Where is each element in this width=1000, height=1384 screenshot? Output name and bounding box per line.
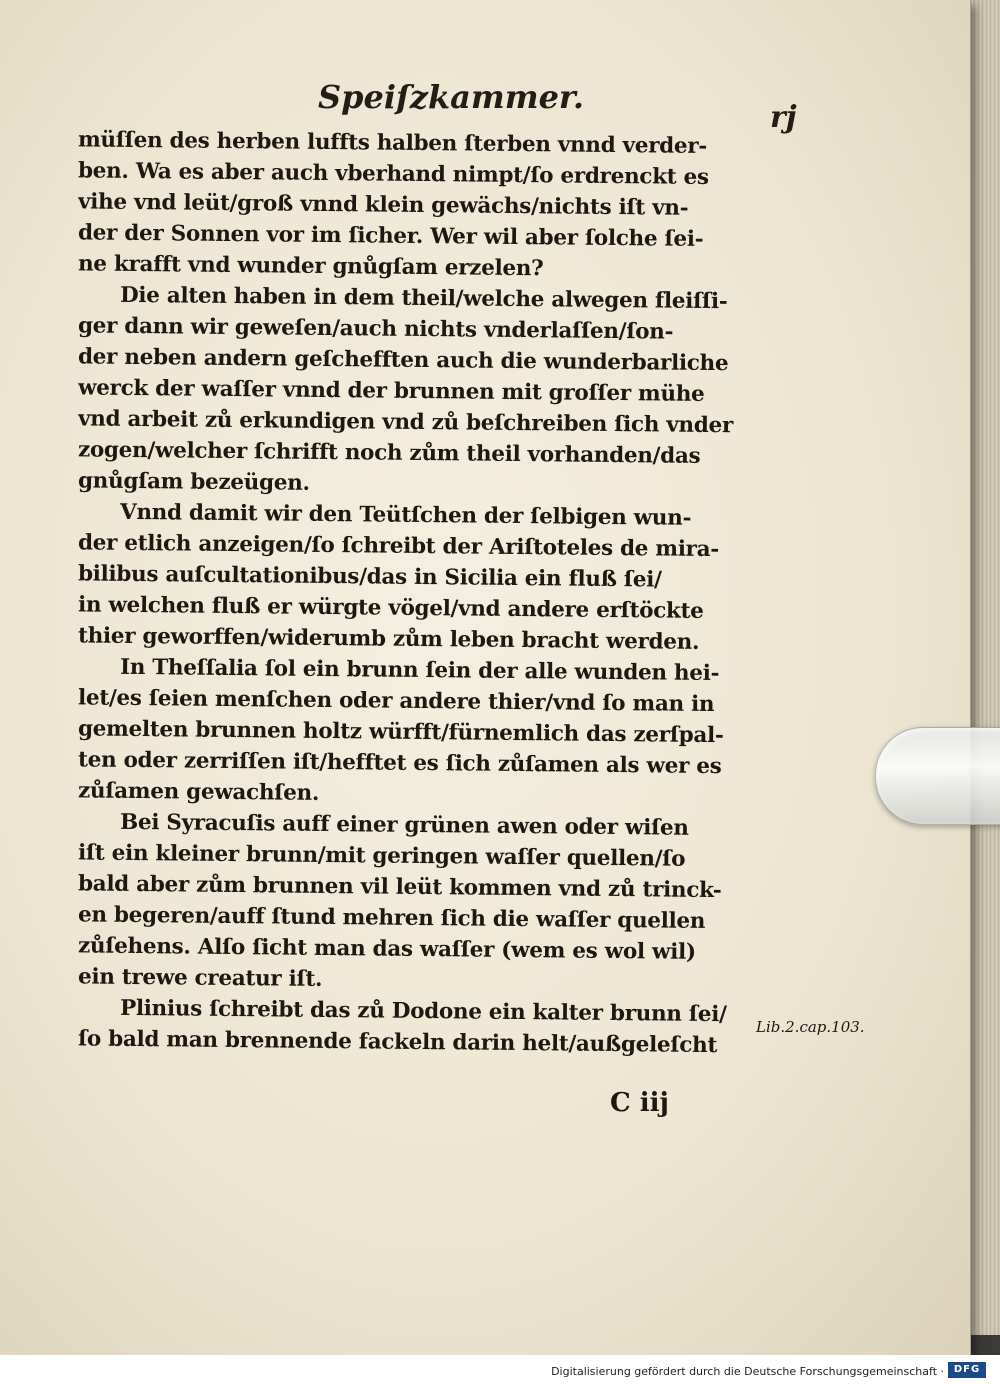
text-block — [78, 128, 768, 1058]
text-line: zůſehens. Alſo ſicht man das waſſer (wem es wol wil) — [77, 933, 696, 965]
text-line: der etlich anzeigen/ſo ſchreibt der Ariſtoteles de mira- — [77, 530, 720, 563]
text-line: ger dann wir geweſen/auch nichts vnderlaſſen/ſon- — [77, 313, 674, 345]
text-line: ten oder zerriſſen iſt/hefftet es ſich zůſamen als wer es — [77, 747, 722, 780]
glass-page-weight — [875, 727, 1000, 825]
text-line: ne krafft vnd wunder gnůgſam erzelen? — [77, 251, 544, 282]
text-line: vnd arbeit zů erkundigen vnd zů beſchreiben ſich vnder — [77, 406, 734, 439]
text-line: ein trewe creatur iſt. — [77, 964, 323, 992]
text-line: in welchen fluß er würgte vögel/vnd andere erſtöckte — [77, 592, 704, 624]
running-head: Speiſzkammer. — [318, 78, 584, 116]
text-line: ben. Wa es aber auch vberhand nimpt/ſo erdrenckt es — [77, 158, 709, 190]
text-line: zůſamen gewachſen. — [77, 778, 320, 806]
folio-number: rj — [770, 100, 797, 135]
text-line: Plinius ſchreibt das zů Dodone ein kalter brunn ſei/ — [119, 995, 727, 1028]
digitization-credit: Digitalisierung gefördert durch die Deutsche Forschungsgemeinschaft · — [551, 1365, 944, 1378]
text-line: let/es ſeien menſchen oder andere thier/vnd ſo man in — [77, 685, 715, 718]
text-line: zogen/welcher ſchrifft noch zům theil vorhanden/das — [77, 437, 701, 469]
text-line: In Theſſalia ſol ein brunn ſein der alle wunden hei- — [119, 654, 720, 687]
text-line: werck der waſſer vnnd der brunnen mit groſſer mühe — [77, 375, 705, 407]
text-line: Vnnd damit wir den Teütſchen der ſelbigen wun- — [119, 499, 692, 531]
signature-mark: C iij — [610, 1088, 669, 1118]
text-line: vihe vnd leüt/groß vnnd klein gewächs/nichts iſt vn- — [77, 189, 689, 221]
text-line: Die alten haben in dem theil/welche alwegen fleiſſi- — [119, 282, 728, 315]
text-line: müſſen des herben luffts halben ſterben vnnd verder- — [77, 127, 708, 159]
text-line: bald aber zům brunnen vil leüt kommen vnd zů trinck- — [77, 871, 722, 904]
text-line: Bei Syracuſis auff einer grünen awen oder wiſen — [119, 809, 689, 841]
text-line: gnůgſam bezeügen. — [77, 468, 310, 496]
text-line: der neben andern geſchefften auch die wunderbarliche — [77, 344, 729, 377]
text-line: bilibus auſcultationibus/das in Sicilia ein fluß ſei/ — [77, 561, 662, 593]
text-line: ſo bald man brennende fackeln darin helt/außgeleſcht — [77, 1026, 718, 1059]
text-line: en begeren/auff ſtund mehren ſich die waſſer quellen — [77, 902, 706, 934]
text-line: iſt ein kleiner brunn/mit geringen waſſer quellen/ſo — [77, 840, 686, 872]
text-line: der der Sonnen vor im ſicher. Wer wil aber ſolche ſei- — [77, 220, 704, 252]
text-line: thier geworffen/widerumb zům leben bracht werden. — [77, 623, 700, 655]
marginal-note: Lib.2.cap.103. — [756, 1018, 865, 1036]
text-line: gemelten brunnen holtz würfft/fürnemlich das zerſpal- — [77, 716, 724, 749]
dfg-logo: DFG — [948, 1362, 986, 1378]
